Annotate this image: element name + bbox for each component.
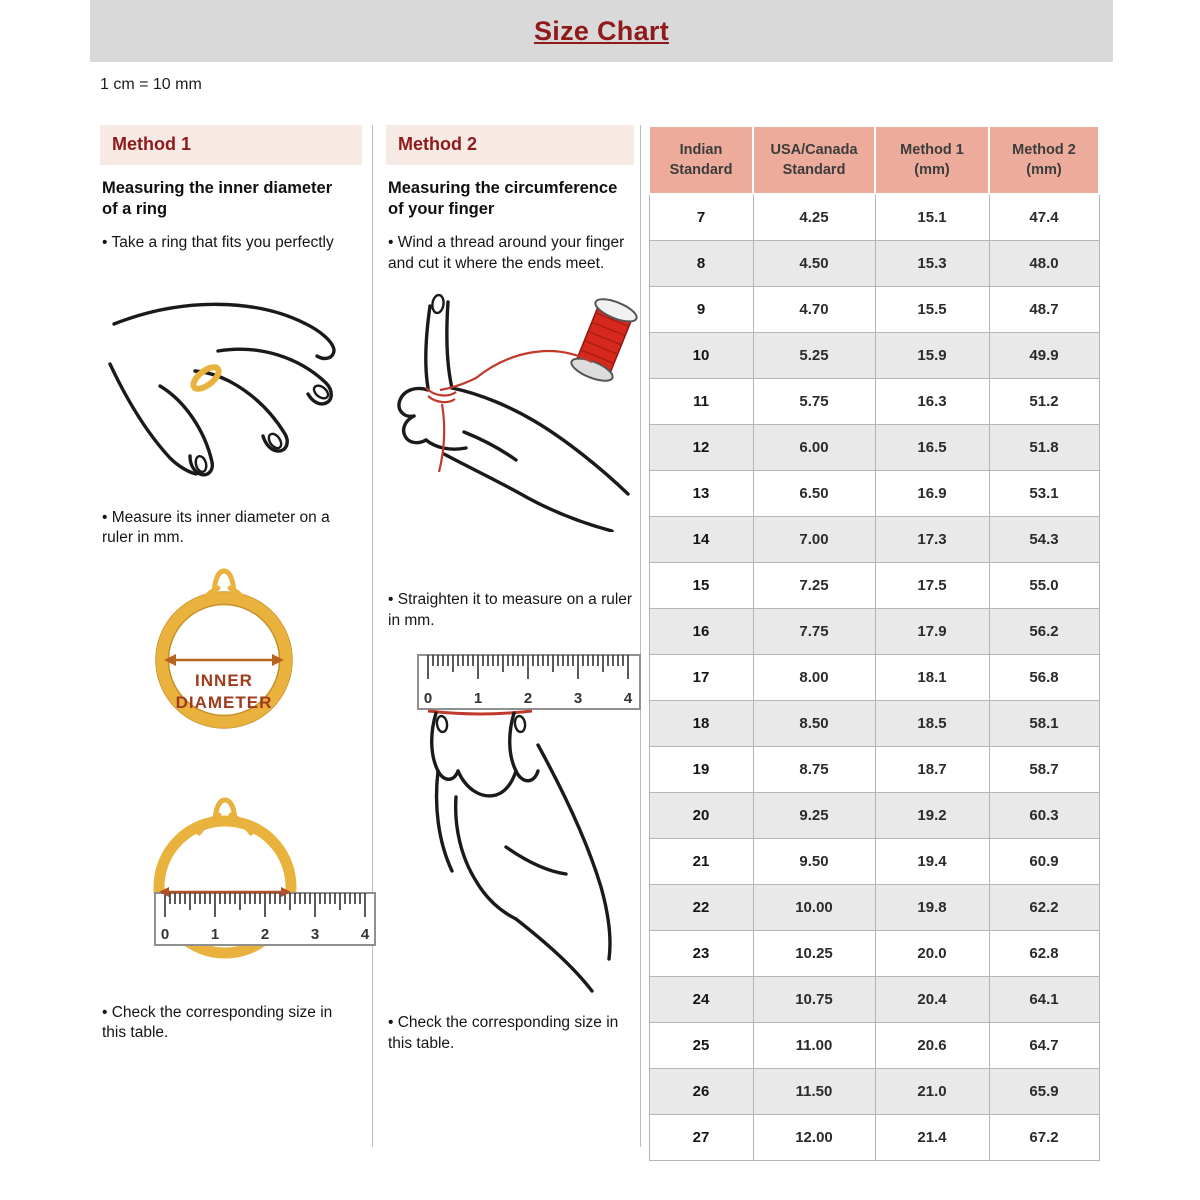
table-row — [649, 517, 1099, 563]
table-cell: 47.4 — [989, 194, 1099, 241]
table-cell: 23 — [649, 931, 753, 977]
table-cell: 16.3 — [875, 379, 989, 425]
ruler-label: 0 — [160, 925, 170, 943]
table-cell: 8 — [649, 241, 753, 287]
size-table — [648, 125, 1098, 1161]
table-row — [649, 839, 1099, 885]
table-cell: 25 — [649, 1023, 753, 1069]
size-table-body — [649, 194, 1099, 1161]
table-cell: 13 — [649, 471, 753, 517]
table-cell: 18.5 — [875, 701, 989, 747]
table-row — [649, 931, 1099, 977]
table-cell: 19.4 — [875, 839, 989, 885]
ruler-label: 3 — [310, 925, 320, 943]
table-cell: 58.1 — [989, 701, 1099, 747]
table-cell: 14 — [649, 517, 753, 563]
table-cell: 17.9 — [875, 609, 989, 655]
method2-bullet-1: • Wind a thread around your finger and cut it where the ends meet. — [388, 234, 625, 272]
table-row — [649, 333, 1099, 379]
inner-diameter-label-line1: INNER — [195, 670, 253, 690]
ruler-label: 1 — [210, 925, 220, 943]
pinching-hand — [432, 713, 610, 991]
table-cell: 56.8 — [989, 655, 1099, 701]
table-row — [649, 241, 1099, 287]
table-cell: 7.00 — [753, 517, 875, 563]
table-cell: 8.00 — [753, 655, 875, 701]
thread-on-ruler-illustration — [386, 645, 642, 1011]
table-cell: 10.75 — [753, 977, 875, 1023]
ruler-label: 4 — [360, 925, 370, 943]
table-cell: 55.0 — [989, 563, 1099, 609]
inner-diameter-label-line2: DIAMETER — [175, 692, 273, 712]
table-cell: 7.75 — [753, 609, 875, 655]
table-cell: 64.7 — [989, 1023, 1099, 1069]
table-cell: 11 — [649, 379, 753, 425]
table-cell: 5.25 — [753, 333, 875, 379]
ruler-label: 3 — [573, 690, 583, 708]
table-row — [649, 747, 1099, 793]
table-cell: 58.7 — [989, 747, 1099, 793]
table-cell: 24 — [649, 977, 753, 1023]
table-cell: 4.50 — [753, 241, 875, 287]
method2-bullet-2: • Straighten it to measure on a ruler in mm. — [388, 591, 633, 629]
table-cell: 62.8 — [989, 931, 1099, 977]
table-row — [649, 885, 1099, 931]
col-header-method1-mm: Method 1 (mm) — [875, 126, 989, 194]
table-cell: 18 — [649, 701, 753, 747]
title-bar — [90, 0, 1113, 62]
table-cell: 10.25 — [753, 931, 875, 977]
ruler-label: 2 — [260, 925, 270, 943]
table-cell: 27 — [649, 1115, 753, 1161]
method1-bullet-1: • Take a ring that fits you perfectly — [102, 234, 334, 252]
ruler-label: 2 — [523, 690, 533, 708]
ruler-label: 1 — [473, 690, 483, 708]
table-cell: 10.00 — [753, 885, 875, 931]
table-row — [649, 701, 1099, 747]
method1-bullet-2: • Measure its inner diameter on a ruler in mm. — [102, 508, 330, 547]
table-row — [649, 1023, 1099, 1069]
method2-bullet-3: • Check the corresponding size in this table. — [388, 1014, 619, 1052]
table-cell: 53.1 — [989, 471, 1099, 517]
ring-on-ruler-illustration — [100, 791, 380, 977]
method1-header: Method 1 — [100, 125, 362, 165]
table-cell: 17.3 — [875, 517, 989, 563]
hand-with-ring-illustration — [100, 266, 360, 498]
method1-heading: Measuring the inner diameter of a ring — [102, 179, 333, 218]
table-cell: 9.50 — [753, 839, 875, 885]
ruler-label: 4 — [623, 690, 633, 708]
hand-with-thread-spool-illustration — [386, 282, 642, 532]
col-header-indian-standard: Indian Standard — [649, 126, 753, 194]
table-row — [649, 379, 1099, 425]
gold-ring-on-finger — [190, 363, 222, 393]
table-cell: 15.3 — [875, 241, 989, 287]
table-cell: 9.25 — [753, 793, 875, 839]
page-title: Size Chart — [533, 15, 670, 46]
table-row — [649, 563, 1099, 609]
table-cell: 20 — [649, 793, 753, 839]
table-cell: 10 — [649, 333, 753, 379]
table-cell: 8.75 — [753, 747, 875, 793]
table-row — [649, 1069, 1099, 1115]
method1-bullet-3: • Check the corresponding size in this table. — [102, 1003, 333, 1042]
table-cell: 60.9 — [989, 839, 1099, 885]
table-cell: 7.25 — [753, 563, 875, 609]
table-cell: 17.5 — [875, 563, 989, 609]
ruler-label: 0 — [423, 690, 433, 708]
table-cell: 51.8 — [989, 425, 1099, 471]
table-row — [649, 655, 1099, 701]
scale-note: 1 cm = 10 mm — [100, 76, 202, 93]
table-cell: 15.1 — [875, 194, 989, 241]
table-cell: 19.8 — [875, 885, 989, 931]
table-header-row — [649, 126, 1099, 194]
table-cell: 20.6 — [875, 1023, 989, 1069]
table-cell: 11.50 — [753, 1069, 875, 1115]
table-row — [649, 287, 1099, 333]
table-cell: 5.75 — [753, 379, 875, 425]
table-cell: 48.7 — [989, 287, 1099, 333]
ring-inner-diameter-illustration — [134, 563, 314, 731]
table-cell: 51.2 — [989, 379, 1099, 425]
table-cell: 4.25 — [753, 194, 875, 241]
table-cell: 16.9 — [875, 471, 989, 517]
table-cell: 15.5 — [875, 287, 989, 333]
table-cell: 18.7 — [875, 747, 989, 793]
table-row — [649, 194, 1099, 241]
table-row — [649, 425, 1099, 471]
table-cell: 60.3 — [989, 793, 1099, 839]
table-cell: 19.2 — [875, 793, 989, 839]
table-cell: 48.0 — [989, 241, 1099, 287]
table-cell: 16 — [649, 609, 753, 655]
table-cell: 64.1 — [989, 977, 1099, 1023]
table-cell: 16.5 — [875, 425, 989, 471]
table-cell: 6.00 — [753, 425, 875, 471]
method2-header: Method 2 — [386, 125, 634, 165]
table-cell: 49.9 — [989, 333, 1099, 379]
table-cell: 15 — [649, 563, 753, 609]
table-row — [649, 793, 1099, 839]
table-cell: 62.2 — [989, 885, 1099, 931]
table-row — [649, 977, 1099, 1023]
table-cell: 67.2 — [989, 1115, 1099, 1161]
method2-heading: Measuring the circumference of your finger — [388, 179, 618, 218]
table-cell: 26 — [649, 1069, 753, 1115]
table-cell: 18.1 — [875, 655, 989, 701]
table-cell: 19 — [649, 747, 753, 793]
table-cell: 4.70 — [753, 287, 875, 333]
table-cell: 15.9 — [875, 333, 989, 379]
table-cell: 8.50 — [753, 701, 875, 747]
table-cell: 65.9 — [989, 1069, 1099, 1115]
table-cell: 54.3 — [989, 517, 1099, 563]
col-header-usa-canada-standard: USA/Canada Standard — [753, 126, 875, 194]
table-row — [649, 609, 1099, 655]
table-cell: 21.0 — [875, 1069, 989, 1115]
table-cell: 22 — [649, 885, 753, 931]
method1-column — [100, 125, 370, 1044]
table-cell: 21.4 — [875, 1115, 989, 1161]
straightened-thread — [428, 711, 532, 714]
table-row — [649, 1115, 1099, 1161]
table-cell: 20.0 — [875, 931, 989, 977]
column-divider — [372, 125, 373, 1147]
table-cell: 7 — [649, 194, 753, 241]
col-header-method2-mm: Method 2 (mm) — [989, 126, 1099, 194]
table-cell: 9 — [649, 287, 753, 333]
thread-spool — [569, 295, 640, 386]
table-cell: 20.4 — [875, 977, 989, 1023]
table-row — [649, 471, 1099, 517]
table-cell: 12.00 — [753, 1115, 875, 1161]
table-cell: 21 — [649, 839, 753, 885]
table-cell: 11.00 — [753, 1023, 875, 1069]
table-cell: 17 — [649, 655, 753, 701]
method2-column — [386, 125, 634, 1054]
table-cell: 6.50 — [753, 471, 875, 517]
table-cell: 12 — [649, 425, 753, 471]
table-cell: 56.2 — [989, 609, 1099, 655]
